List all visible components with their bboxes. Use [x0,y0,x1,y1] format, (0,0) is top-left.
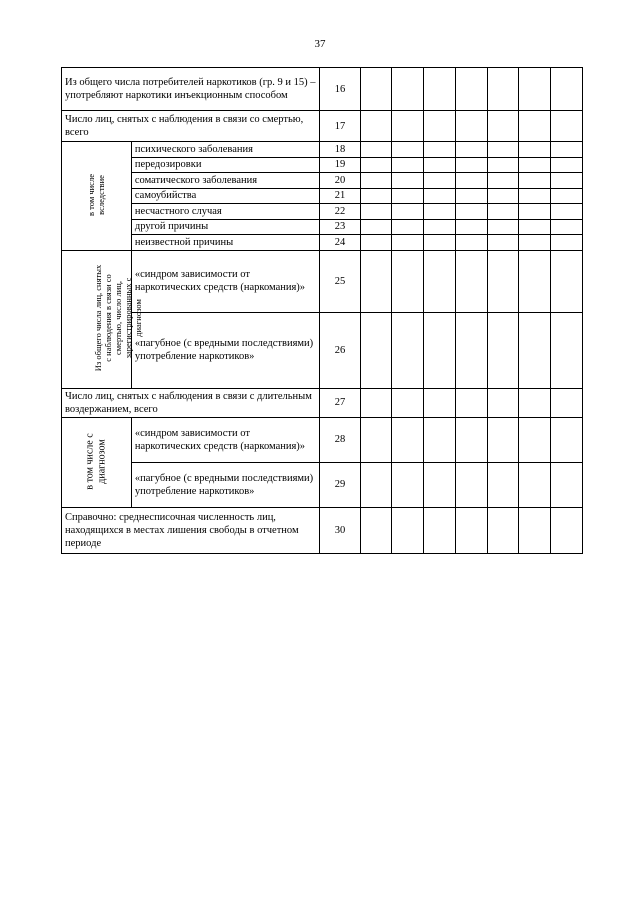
data-cell[interactable] [519,312,551,388]
table-row [62,417,583,462]
data-cell[interactable] [424,188,456,204]
data-cell[interactable] [487,312,519,388]
data-cell[interactable] [455,188,487,204]
data-cell[interactable] [487,388,519,417]
group-header-abstinence-diagnosis [62,417,132,507]
table-row [62,219,583,235]
data-cell[interactable] [487,417,519,462]
data-cell[interactable] [551,235,583,251]
row-label: соматического заболевания [131,173,319,189]
row-label: Число лиц, снятых с наблюдения в связи со смертью, всего [62,111,320,142]
data-cell[interactable] [519,173,551,189]
data-cell[interactable] [360,68,392,111]
group-header-text: в том числе с диагнозом [84,433,108,490]
row-label: несчастного случая [131,204,319,220]
data-cell[interactable] [551,250,583,312]
row-code: 21 [320,188,360,204]
table-row [62,250,583,312]
row-code: 16 [320,68,360,111]
row-code: 27 [320,388,360,417]
data-cell[interactable] [424,173,456,189]
row-code: 22 [320,204,360,220]
data-cell[interactable] [392,188,424,204]
group-header-death-causes [62,142,132,251]
data-cell[interactable] [424,462,456,507]
data-cell[interactable] [455,142,487,158]
data-cell[interactable] [551,219,583,235]
table-row [62,507,583,553]
statistics-form-table [61,67,583,554]
data-cell[interactable] [392,173,424,189]
data-cell[interactable] [392,250,424,312]
row-label: «синдром зависимости от наркотических средств (наркомания)» [131,417,319,462]
data-cell[interactable] [519,157,551,173]
data-cell[interactable] [551,68,583,111]
data-cell[interactable] [487,250,519,312]
row-code: 26 [320,312,360,388]
row-code: 24 [320,235,360,251]
table-row [62,68,583,111]
table-row [62,157,583,173]
row-label: Справочно: среднесписочная численность лиц, находящихся в местах лишения свободы в отчетном периоде [62,507,320,553]
data-cell[interactable] [519,235,551,251]
data-cell[interactable] [519,68,551,111]
data-cell[interactable] [519,219,551,235]
data-cell[interactable] [519,188,551,204]
data-cell[interactable] [360,462,392,507]
data-cell[interactable] [424,250,456,312]
data-cell[interactable] [392,111,424,142]
row-code: 20 [320,173,360,189]
data-cell[interactable] [455,235,487,251]
data-cell[interactable] [551,111,583,142]
data-cell[interactable] [455,173,487,189]
data-cell[interactable] [424,235,456,251]
group-header-text: Из общего числа лиц, снятых с наблюдения в связи со смертью, число лиц, зарегистрированных с диагнозом [93,264,144,372]
data-cell[interactable] [360,312,392,388]
data-cell[interactable] [392,507,424,553]
data-cell[interactable] [360,219,392,235]
row-code: 17 [320,111,360,142]
data-cell[interactable] [360,250,392,312]
data-cell[interactable] [487,68,519,111]
table-row [62,142,583,158]
data-cell[interactable] [487,157,519,173]
data-cell[interactable] [424,157,456,173]
data-cell[interactable] [455,462,487,507]
data-cell[interactable] [551,507,583,553]
data-cell[interactable] [487,173,519,189]
data-cell[interactable] [551,312,583,388]
page-number: 37 [314,38,326,50]
data-cell[interactable] [551,462,583,507]
table-row [62,462,583,507]
data-cell[interactable] [551,188,583,204]
group-header-death-diagnosis [62,250,144,388]
row-code: 23 [320,219,360,235]
row-code: 30 [320,507,360,553]
data-cell[interactable] [360,157,392,173]
data-cell[interactable] [392,204,424,220]
data-cell[interactable] [392,157,424,173]
row-label: «синдром зависимости от наркотических средств (наркомания)» [131,250,319,312]
data-cell[interactable] [424,388,456,417]
group-header-text: в том числе вследствие [86,173,107,216]
data-cell[interactable] [360,188,392,204]
data-cell[interactable] [360,388,392,417]
data-cell[interactable] [519,111,551,142]
data-cell[interactable] [487,188,519,204]
row-label: Число лиц, снятых с наблюдения в связи с длительным воздержанием, всего [62,388,320,417]
data-cell[interactable] [519,507,551,553]
row-label: другой причины [131,219,319,235]
table-row [62,173,583,189]
data-cell[interactable] [360,235,392,251]
data-cell[interactable] [487,204,519,220]
data-cell[interactable] [487,219,519,235]
data-cell[interactable] [551,417,583,462]
table-row [62,235,583,251]
data-cell[interactable] [519,417,551,462]
data-cell[interactable] [455,68,487,111]
row-code: 25 [320,250,360,312]
data-cell[interactable] [424,312,456,388]
row-code: 28 [320,417,360,462]
data-cell[interactable] [455,111,487,142]
data-cell[interactable] [424,204,456,220]
row-label: «пагубное (с вредными последствиями) употребление наркотиков» [131,462,319,507]
data-cell[interactable] [487,462,519,507]
data-cell[interactable] [551,142,583,158]
data-cell[interactable] [551,388,583,417]
data-cell[interactable] [487,142,519,158]
data-cell[interactable] [360,142,392,158]
data-cell[interactable] [392,417,424,462]
data-cell[interactable] [392,219,424,235]
data-cell[interactable] [519,462,551,507]
row-code: 29 [320,462,360,507]
row-label: Из общего числа потребителей наркотиков (гр. 9 и 15) – употребляют наркотики инъекционным способом [62,68,320,111]
data-cell[interactable] [519,204,551,220]
data-cell[interactable] [392,388,424,417]
data-cell[interactable] [360,204,392,220]
data-cell[interactable] [455,250,487,312]
data-cell[interactable] [455,157,487,173]
data-cell[interactable] [392,312,424,388]
data-cell[interactable] [487,111,519,142]
row-label: психического заболевания [131,142,319,158]
data-cell[interactable] [392,142,424,158]
table-row [62,188,583,204]
data-cell[interactable] [424,142,456,158]
data-cell[interactable] [360,507,392,553]
data-cell[interactable] [424,111,456,142]
data-cell[interactable] [455,312,487,388]
data-cell[interactable] [455,219,487,235]
data-cell[interactable] [551,157,583,173]
data-cell[interactable] [487,507,519,553]
row-label: передозировки [131,157,319,173]
data-cell[interactable] [519,250,551,312]
data-cell[interactable] [424,68,456,111]
data-cell[interactable] [424,507,456,553]
table-row [62,204,583,220]
data-cell[interactable] [455,417,487,462]
data-cell[interactable] [551,173,583,189]
data-cell[interactable] [360,173,392,189]
data-cell[interactable] [455,204,487,220]
data-cell[interactable] [487,235,519,251]
table-row [62,388,583,417]
table-row [62,111,583,142]
data-cell[interactable] [455,507,487,553]
data-cell[interactable] [424,219,456,235]
row-label: самоубийства [131,188,319,204]
data-cell[interactable] [392,235,424,251]
row-code: 19 [320,157,360,173]
row-code: 18 [320,142,360,158]
data-cell[interactable] [360,417,392,462]
data-cell[interactable] [360,111,392,142]
data-cell[interactable] [519,388,551,417]
data-cell[interactable] [519,142,551,158]
data-cell[interactable] [392,462,424,507]
row-label: неизвестной причины [131,235,319,251]
data-cell[interactable] [424,417,456,462]
data-cell[interactable] [455,388,487,417]
data-cell[interactable] [392,68,424,111]
row-label: «пагубное (с вредными последствиями) употребление наркотиков» [131,312,319,388]
data-cell[interactable] [551,204,583,220]
